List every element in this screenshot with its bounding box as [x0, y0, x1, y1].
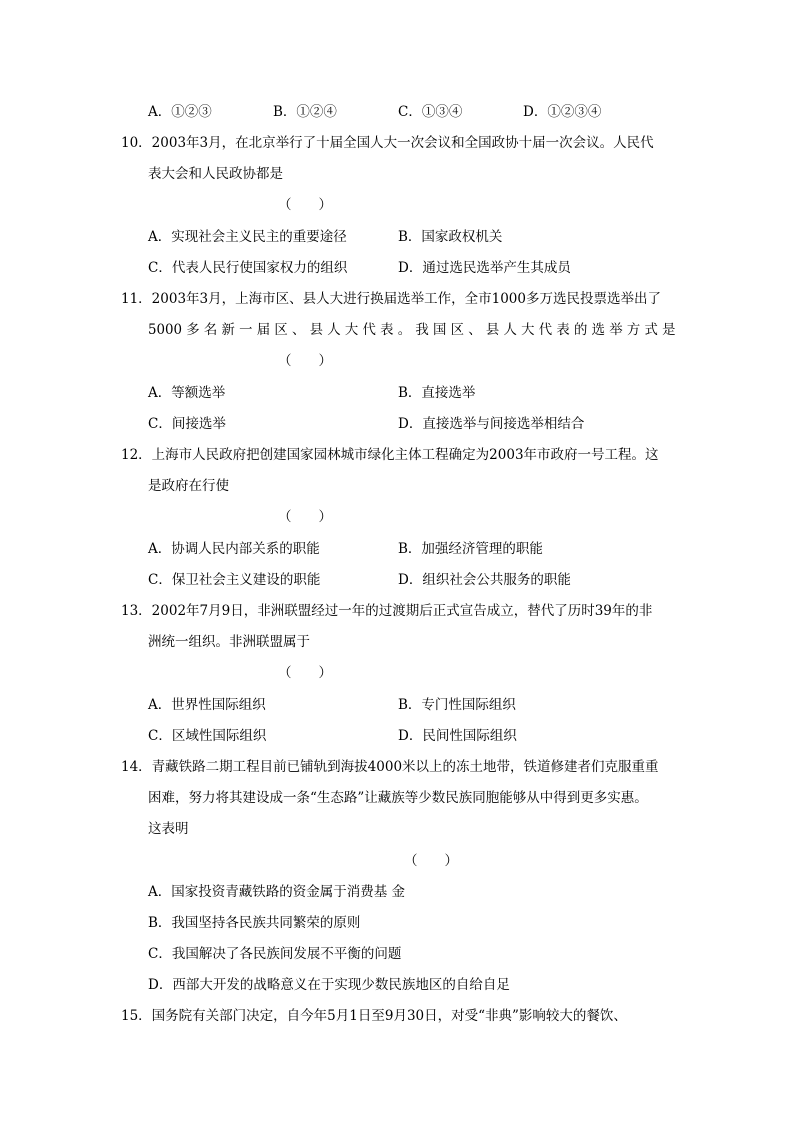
q14-option-b: B．我国坚持各民族共同繁荣的原则	[148, 915, 361, 931]
q14-stem-line1: 14．青藏铁路二期工程目前已铺轨到海拔4000米以上的冻土地带，铁道修建者们克服重重	[121, 759, 659, 775]
q10-option-c: C．代表人民行使国家权力的组织	[148, 260, 348, 276]
q9-option-b: B．①②④	[273, 104, 337, 120]
q13-option-c: C．区域性国际组织	[148, 728, 267, 744]
q14-option-d: D．西部大开发的战略意义在于实现少数民族地区的自给自足	[148, 977, 510, 993]
q9-option-d: D．①②③④	[523, 104, 602, 120]
q12-option-b: B．加强经济管理的职能	[398, 541, 543, 557]
q13-stem-line1: 13．2002年7月9日，非洲联盟经过一年的过渡期后正式宣告成立，替代了历时39年的非	[121, 603, 653, 619]
q13-option-a: A．世界性国际组织	[148, 697, 266, 713]
q11-stem-line2: 5000 多 名 新 一 届 区 、 县 人 大 代 表 。 我 国 区 、 县 人 大 代 表 的 选 举 方 式 是	[148, 322, 676, 338]
q10-option-d: D．通过选民选举产生其成员	[398, 260, 571, 276]
q11-answer-paren: （ ）	[278, 353, 332, 369]
q13-answer-paren: （ ）	[278, 665, 332, 681]
q14-option-a: A．国家投资青藏铁路的资金属于消费基 金	[148, 884, 406, 900]
q13-option-d: D．民间性国际组织	[398, 728, 517, 744]
q9-option-c: C．①③④	[398, 104, 463, 120]
q13-stem-line2: 洲统一组织。非洲联盟属于	[148, 634, 310, 650]
q10-answer-paren: （ ）	[278, 197, 332, 213]
q14-stem-line3: 这表明	[148, 821, 189, 837]
q15-stem-line1: 15．国务院有关部门决定，自今年5月1日至9月30日，对受“非典”影响较大的餐饮、	[121, 1008, 627, 1024]
q12-answer-paren: （ ）	[278, 509, 332, 525]
q12-option-a: A．协调人民内部关系的职能	[148, 541, 320, 557]
q12-stem-line1: 12．上海市人民政府把创建国家园林城市绿化主体工程确定为2003年市政府一号工程。这	[121, 447, 659, 463]
q14-answer-paren: （ ）	[404, 853, 458, 869]
q11-stem-line1: 11．2003年3月，上海市区、县人大进行换届选举工作，全市1000多万选民投票选举出了	[121, 291, 661, 307]
q10-stem-line1: 10．2003年3月，在北京举行了十届全国人大一次会议和全国政协十届一次会议。人民代	[121, 135, 654, 151]
q10-stem-line2: 表大会和人民政协都是	[148, 166, 283, 182]
q11-option-c: C．间接选举	[148, 416, 226, 432]
q11-option-b: B．直接选举	[398, 385, 476, 401]
q9-option-a: A．①②③	[148, 104, 212, 120]
q10-option-a: A．实现社会主义民主的重要途径	[148, 229, 347, 245]
q11-option-d: D．直接选举与间接选举相结合	[398, 416, 585, 432]
q10-option-b: B．国家政权机关	[398, 229, 503, 245]
q12-option-d: D．组织社会公共服务的职能	[398, 572, 571, 588]
q14-option-c: C．我国解决了各民族间发展不平衡的问题	[148, 946, 402, 962]
q12-stem-line2: 是政府在行使	[148, 478, 229, 494]
q13-option-b: B．专门性国际组织	[398, 697, 516, 713]
q11-option-a: A．等额选举	[148, 385, 226, 401]
q12-option-c: C．保卫社会主义建设的职能	[148, 572, 321, 588]
q14-stem-line2: 困难，努力将其建设成一条“生态路”让藏族等少数民族同胞能够从中得到更多实惠。	[148, 790, 648, 806]
